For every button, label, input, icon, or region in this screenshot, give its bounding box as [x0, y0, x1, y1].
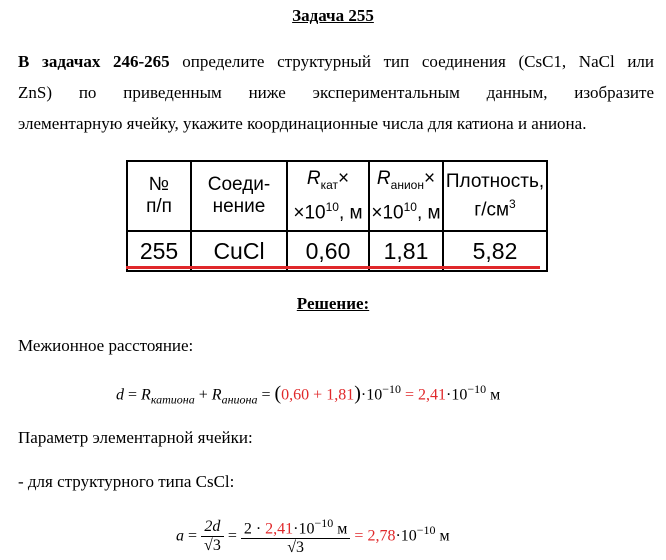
- data-table: [126, 160, 548, 272]
- table-row: [127, 231, 547, 271]
- header-num: № п/п: [127, 161, 191, 231]
- formula-distance: $d = R_{катиона} + R_{аниона} = (0,60 + 1,81)\cdot 10^{-10} = 2,41\cdot 10^{-10}$ м: [116, 382, 501, 407]
- text-param: Параметр элементарной ячейки:: [18, 428, 253, 447]
- table-header-row: [127, 161, 547, 231]
- task-lead: В задачах 246-265: [18, 52, 170, 71]
- text-cscl: - для структурного типа CsCl:: [18, 472, 235, 491]
- task-statement: [18, 46, 654, 139]
- task-title: Задача 255: [292, 6, 374, 25]
- cell-ranion: 1,81: [369, 231, 443, 271]
- text-interionic: Межионное расстояние:: [18, 336, 194, 355]
- cell-num: 255: [127, 231, 191, 271]
- formula-cell-param: a = $\frac{2d}{√3}$ = $\frac{2 \cdot 2,41\cdot 10^{-10} м}{√3}$ = $2,78\cdot 10^{-10}$ м: [176, 516, 450, 557]
- task-line2: ZnS) по приведенным ниже экспериментальным данным, изобразите: [18, 83, 654, 102]
- header-density: Плотность, $г/см^3$: [443, 161, 547, 231]
- cell-compound: CuCl: [191, 231, 287, 271]
- task-line3: элементарную ячейку, укажите координационные числа для катиона и аниона.: [18, 114, 587, 133]
- cell-rcat: 0,60: [287, 231, 369, 271]
- header-ranion: $R_{анион}\times$ $\times 10^{10}$, м: [369, 161, 443, 231]
- solution-title: Решение:: [296, 294, 370, 313]
- header-compound: Соеди- нение: [191, 161, 287, 231]
- task-line1: определите структурный тип соединения (CsC1, NaCl или: [182, 52, 655, 71]
- cell-density: 5,82: [443, 231, 547, 271]
- header-rcat: $R_{кат}\times$ $\times 10^{10}$, м: [287, 161, 369, 231]
- red-underline: [126, 266, 540, 269]
